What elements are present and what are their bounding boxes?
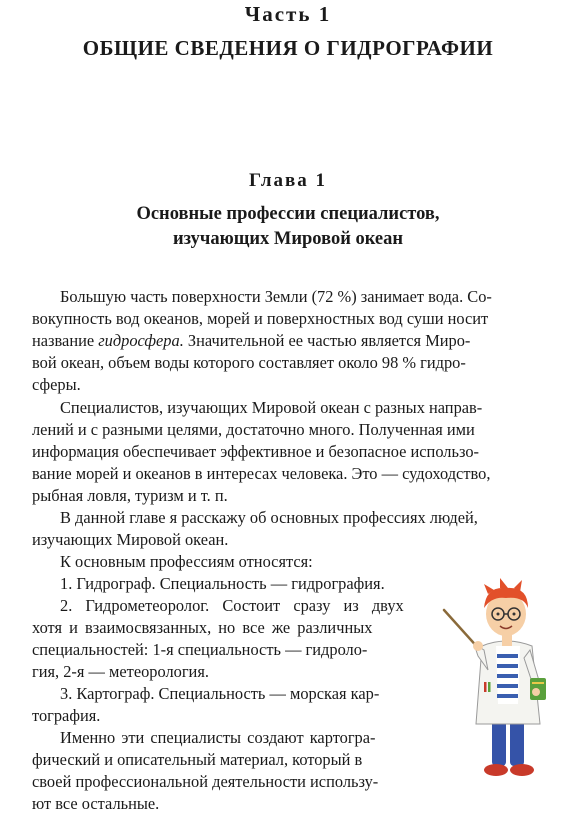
body-line: специальностей: 1-я специальность — гидроло-: [32, 640, 368, 659]
body-line: К основным профессиям относятся:: [60, 552, 313, 571]
part-title: ОБЩИЕ СВЕДЕНИЯ О ГИДРОГРАФИИ: [82, 36, 494, 60]
body-text: Значительной ее частью является Миро-: [183, 331, 471, 350]
body-line: хотя и взаимосвязанных, но все же различных: [32, 618, 373, 637]
body-text: название: [32, 331, 99, 350]
part-label: Часть 1: [244, 2, 332, 26]
term-hydrosphere: гидросфера.: [98, 331, 184, 350]
body-line: информация обеспечивает эффективное и безопасное использо-: [32, 442, 479, 461]
chapter-title-line-1: Основные профессии специалистов,: [136, 204, 440, 224]
body-line: гия, 2-я — метеорология.: [32, 662, 209, 681]
body-line: рыбная ловля, туризм и т. п.: [32, 486, 228, 505]
body-line: В данной главе я расскажу об основных профессиях людей,: [60, 508, 478, 527]
body-line: лений и с разными целями, достаточно много. Полученная ими: [32, 420, 475, 439]
body-line: ют все остальные.: [32, 794, 160, 813]
body-line: фический и описательный материал, который в: [32, 750, 363, 769]
body-line: вокупность вод океанов, морей и поверхностных вод суши носит: [32, 309, 489, 328]
body-line: [32, 330, 470, 352]
scientist-with-pointer-icon: [440, 574, 560, 784]
list-item: 3. Картограф. Специальность — морская кар-: [60, 684, 380, 703]
body-line: своей профессиональной деятельности использу-: [32, 772, 379, 791]
body-line: Специалистов, изучающих Мировой океан с разных направ-: [60, 398, 483, 417]
body-line: вание морей и океанов в интересах человека. Это — судоходство,: [32, 464, 491, 483]
chapter-label: Глава 1: [248, 170, 328, 191]
body-line: Большую часть поверхности Земли (72 %) занимает вода. Со-: [60, 287, 492, 306]
body-line: сферы.: [32, 375, 81, 394]
chapter-title: [0, 202, 576, 252]
body-line: изучающих Мировой океан.: [32, 530, 229, 549]
list-item: 2. Гидрометеоролог. Состоит сразу из двух: [60, 596, 404, 615]
list-item: 1. Гидрограф. Специальность — гидрография.: [60, 574, 385, 593]
body-line: вой океан, объем воды которого составляет около 98 % гидро-: [32, 353, 466, 372]
body-line: тография.: [32, 706, 101, 725]
body-line: Именно эти специалисты создают картогра-: [60, 728, 376, 747]
chapter-title-line-2: изучающих Мировой океан: [172, 229, 404, 249]
